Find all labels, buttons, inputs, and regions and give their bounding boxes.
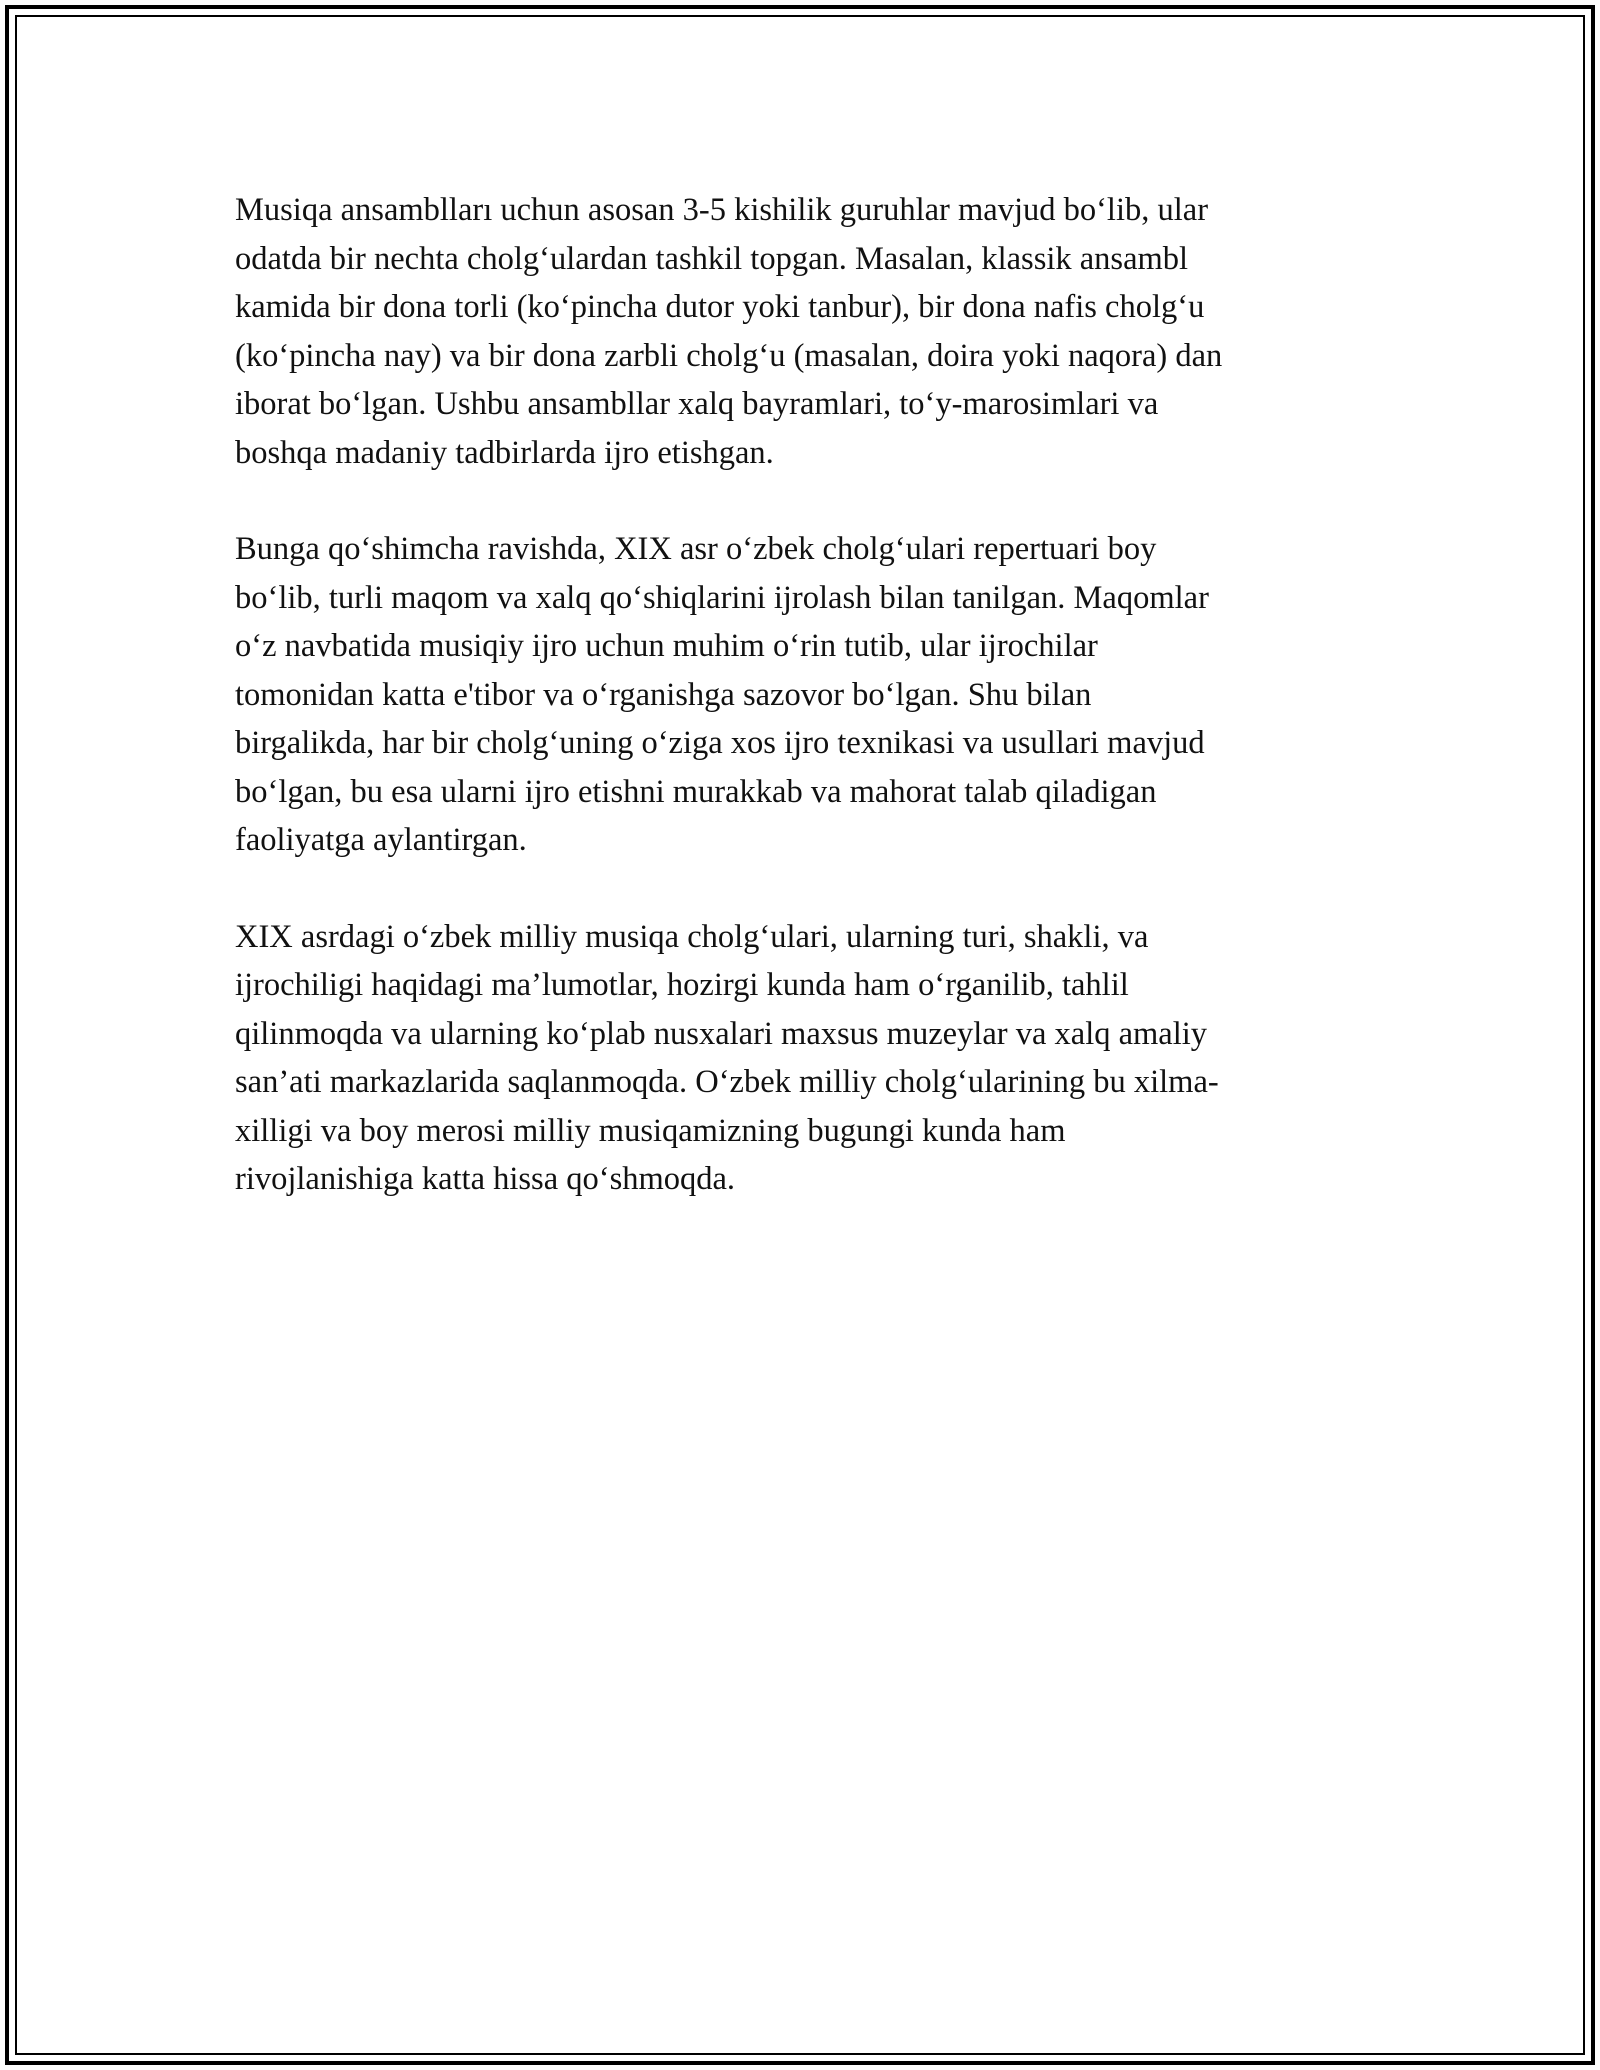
text-line: Bunga qo‘shimcha ravishda, XIX asr o‘zbek cholg‘ulari repertuari boy xyxy=(235,531,1157,567)
text-line: boshqa madaniy tadbirlarda ijro etishgan. xyxy=(235,434,774,471)
text-line: kamida bir dona torli (ko‘pincha dutor yoki tanbur), bir dona nafis cholg‘u xyxy=(235,289,1205,325)
document-body xyxy=(235,186,1355,1252)
text-line: XIX asrdagi o‘zbek milliy musiqa cholg‘ulari, ularning turi, shakli, va xyxy=(235,918,1149,955)
text-line: birgalikda, har bir cholg‘uning o‘ziga xos ijro texnikasi va usullari mavjud xyxy=(235,725,1205,761)
text-line: tomonidan katta e'tibor va o‘rganishga sazovor bo‘lgan. Shu bilan xyxy=(235,676,1092,713)
paragraph-1 xyxy=(235,186,1355,477)
text-line: (ko‘pincha nay) va bir dona zarbli cholg‘u (masalan, doira yoki naqora) dan xyxy=(235,337,1223,374)
text-line: qilinmoqda va ularning ko‘plab nusxalari maxsus muzeylar va xalq amaliy xyxy=(235,1015,1208,1052)
text-line: faoliyatga aylantirgan. xyxy=(235,822,527,858)
text-line: Musiqa ansamblları uchun asosan 3-5 kishilik guruhlar mavjud bo‘lib, ular xyxy=(235,192,1209,228)
text-line: odatda bir nechta cholg‘ulardan tashkil topgan. Masalan, klassik ansambl xyxy=(235,240,1189,277)
paragraph-2 xyxy=(235,525,1355,865)
text-line: san’ati markazlarida saqlanmoqda. O‘zbek milliy cholg‘ularining bu xilma- xyxy=(235,1064,1219,1100)
text-line: rivojlanishiga katta hissa qo‘shmoqda. xyxy=(235,1161,736,1197)
text-line: iborat bo‘lgan. Ushbu ansambllar xalq bayramlari, to‘y-marosimlari va xyxy=(235,386,1159,422)
paragraph-3 xyxy=(235,913,1355,1204)
text-line: bo‘lib, turli maqom va xalq qo‘shiqlarini ijrolash bilan tanilgan. Maqomlar xyxy=(235,579,1209,616)
text-line: bo‘lgan, bu esa ularni ijro etishni murakkab va mahorat talab qiladigan xyxy=(235,773,1157,810)
text-line: ijrochiligi haqidagi ma’lumotlar, hozirgi kunda ham o‘rganilib, tahlil xyxy=(235,967,1129,1003)
text-line: o‘z navbatida musiqiy ijro uchun muhim o‘rin tutib, ular ijrochilar xyxy=(235,628,1098,664)
text-line: xilligi va boy merosi milliy musiqamizning bugungi kunda ham xyxy=(235,1112,1066,1149)
